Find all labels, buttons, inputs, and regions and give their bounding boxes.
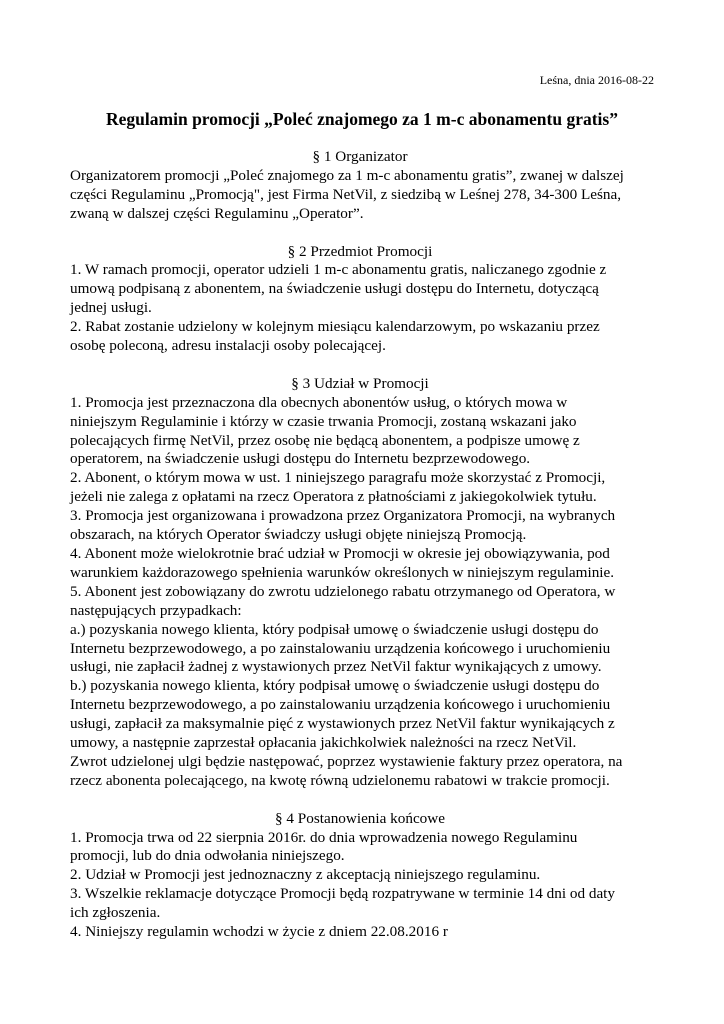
paragraph-line: 1. Promocja jest przeznaczona dla obecnych abonentów usług, o których mowa w bbox=[70, 393, 568, 411]
paragraph-line: umowy, a następnie zaprzestał opłacania jakichkolwiek należności na rzecz NetVil. bbox=[70, 734, 577, 752]
paragraph-line: usługi, zapłacił za maksymalnie pięć z wystawionych przez NetVil faktur wynikających z bbox=[70, 715, 615, 733]
paragraph-line: 2. Udział w Promocji jest jednoznaczny z akceptacją niniejszego regulaminu. bbox=[70, 866, 541, 884]
paragraph-line: b.) pozyskania nowego klienta, który podpisał umowę o świadczenie usługi dostępu do bbox=[70, 677, 600, 695]
paragraph-line: zwaną w dalszej części Regulaminu „Operator”. bbox=[70, 204, 364, 222]
paragraph-line: jeżeli nie zalega z opłatami na rzecz Operatora z płatnościami z jakiegokolwiek tytułu. bbox=[70, 488, 597, 506]
section-heading: § 1 Organizator bbox=[312, 148, 408, 165]
section-participation bbox=[70, 375, 650, 791]
document-title: Regulamin promocji „Poleć znajomego za 1 m-c abonamentu gratis” bbox=[106, 109, 618, 129]
paragraph-line: promocji, lub do dnia odwołania niniejszego. bbox=[70, 847, 345, 865]
paragraph-line: ich zgłoszenia. bbox=[70, 904, 161, 922]
paragraph-line: 4. Abonent może wielokrotnie brać udział w Promocji w okresie jej obowiązywania, pod bbox=[70, 545, 610, 562]
paragraph-line: 1. Promocja trwa od 22 sierpnia 2016r. do dnia wprowadzenia nowego Regulaminu bbox=[70, 828, 578, 846]
paragraph-line: usługi, nie zapłacił żadnej z wystawionych przez NetVil faktur wynikających z umowy. bbox=[70, 658, 602, 676]
paragraph-line: 4. Niniejszy regulamin wchodzi w życie z dniem 22.08.2016 r bbox=[70, 923, 448, 941]
section-subject bbox=[70, 243, 650, 356]
section-heading: § 3 Udział w Promocji bbox=[291, 374, 429, 392]
paragraph-line: operatorem, na świadczenie usługi dostępu do Internetu bezprzewodowego. bbox=[70, 450, 531, 468]
paragraph-line: Internetu bezprzewodowego, a po zainstalowaniu urządzenia końcowego i uruchomieniu bbox=[70, 639, 611, 657]
document-body bbox=[70, 148, 650, 961]
paragraph-line: polecających firmę NetVil, przez osobę nie będącą abonentem, a podpisze umowę z bbox=[70, 431, 580, 449]
paragraph-line: osobę poleconą, adresu instalacji osoby polecającej. bbox=[70, 337, 386, 355]
paragraph-line: rzecz abonenta polecającego, na kwotę równą udzielonemu rabatowi w trakcie promocji. bbox=[70, 771, 610, 789]
section-heading: § 4 Postanowienia końcowe bbox=[275, 809, 445, 827]
paragraph-line: warunkiem każdorazowego spełnienia warunków określonych w niniejszym regulaminie. bbox=[70, 563, 615, 581]
paragraph-line: następujących przypadkach: bbox=[70, 601, 242, 619]
document-date: Leśna, dnia 2016-08-22 bbox=[539, 73, 654, 87]
paragraph-line: obszarach, na których Operator świadczy usługi objęte niniejszą Promocją. bbox=[70, 526, 527, 544]
paragraph-line: 3. Promocja jest organizowana i prowadzona przez Organizatora Promocji, na wybranych bbox=[70, 507, 616, 525]
paragraph-line: 2. Abonent, o którym mowa w ust. 1 niniejszego paragrafu może skorzystać z Promocji, bbox=[70, 469, 606, 487]
paragraph-line: Zwrot udzielonej ulgi będzie następować, poprzez wystawienie faktury przez operatora, na bbox=[70, 752, 623, 770]
paragraph-line: 5. Abonent jest zobowiązany do zwrotu udzielonego rabatu otrzymanego od Operatora, w bbox=[70, 582, 616, 600]
paragraph-line: 2. Rabat zostanie udzielony w kolejnym miesiącu kalendarzowym, po wskazaniu przez bbox=[70, 318, 600, 336]
paragraph-line: niniejszym Regulaminie i którzy w czasie trwania Promocji, zostaną wskazani jako bbox=[70, 412, 577, 430]
section-heading: § 2 Przedmiot Promocji bbox=[287, 242, 433, 260]
paragraph-line: a.) pozyskania nowego klienta, który podpisał umowę o świadczenie usługi dostępu do bbox=[70, 620, 599, 638]
paragraph-line: Organizatorem promocji „Poleć znajomego za 1 m-c abonamentu gratis”, zwanej w dalszej bbox=[70, 166, 624, 184]
paragraph-line: 1. W ramach promocji, operator udzieli 1 m-c abonamentu gratis, naliczanego zgodnie z bbox=[70, 261, 607, 279]
paragraph-line: części Regulaminu „Promocją", jest Firma NetVil, z siedzibą w Leśnej 278, 34-300 Leśna, bbox=[70, 185, 622, 203]
section-organizer bbox=[70, 148, 650, 224]
paragraph-line: umową podpisaną z abonentem, na świadczenie usługi dostępu do Internetu, dotyczącą bbox=[70, 280, 599, 298]
paragraph-line: jednej usługi. bbox=[70, 299, 152, 317]
paragraph-line: 3. Wszelkie reklamacje dotyczące Promocji będą rozpatrywane w terminie 14 dni od daty bbox=[70, 885, 615, 903]
section-final-provisions bbox=[70, 810, 650, 942]
paragraph-line: Internetu bezprzewodowego, a po zainstalowaniu urządzenia końcowego i uruchomieniu bbox=[70, 696, 611, 714]
